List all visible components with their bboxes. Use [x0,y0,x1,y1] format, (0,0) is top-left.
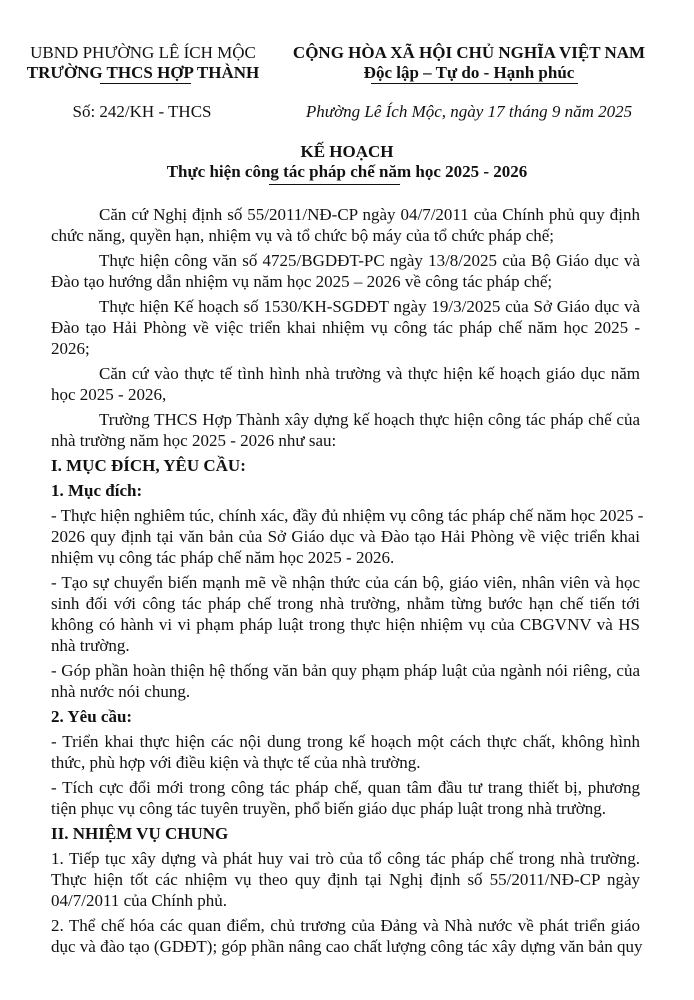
text-line: Thực hiện công văn số 4725/BGDĐT-PC ngày 13/8/2025 của Bộ Giáo dục và [99,251,640,270]
text-line: 1. Tiếp tục xây dựng và phát huy vai trò của tổ công tác pháp chế trong nhà trường. [51,849,640,868]
document-number: Số: 242/KH - THCS [72,102,212,121]
section-heading [51,823,640,844]
subtitle-underline [269,184,400,185]
text-line: 2. Yêu cầu: [51,707,133,726]
text-line: Đào tạo hướng dẫn nhiệm vụ năm học 2025 – 2026 về công tác pháp chế; [51,272,553,291]
text-line: I. MỤC ĐÍCH, YÊU CẦU: [51,456,246,475]
issuing-authority: UBND PHƯỜNG LÊ ÍCH MỘC [30,43,256,62]
text-line: II. NHIỆM VỤ CHUNG [51,824,229,843]
text-line: tiện phục vụ công tác tuyên truyền, phổ biến giáo dục pháp luật trong nhà trường. [51,799,606,818]
paragraph [51,296,640,359]
paragraph [51,731,640,773]
text-line: 2026; [51,339,90,358]
document-body [51,204,644,957]
text-line: Thực hiện tốt các nhiệm vụ theo quy định tại Nghị định số 55/2011/NĐ-CP ngày [51,870,640,889]
text-line: Đào tạo Hải Phòng về việc triển khai nhiệm vụ công tác pháp chế năm học 2025 - [51,318,640,337]
text-line: nhà trường. [51,636,130,655]
national-motto: Độc lập – Tự do - Hạnh phúc [363,63,575,82]
text-line: thức, phù hợp với điều kiện và thực tế của nhà trường. [51,753,421,772]
text-line: - Thực hiện nghiêm túc, chính xác, đầy đủ nhiệm vụ công tác pháp chế năm học 2025 - [51,506,644,525]
text-line: Căn cứ Nghị định số 55/2011/NĐ-CP ngày 04/7/2011 của Chính phủ quy định [99,205,640,224]
paragraph [51,572,640,656]
text-line: chức năng, quyền hạn, nhiệm vụ và tổ chức bộ máy của tổ chức pháp chế; [51,226,555,245]
paragraph [51,505,644,568]
text-line: - Góp phần hoàn thiện hệ thống văn bản quy phạm pháp luật của ngành nói riêng, của [51,661,640,680]
text-line: - Triển khai thực hiện các nội dung trong kế hoạch một cách thực chất, không hình [51,732,640,751]
section-heading [51,706,640,727]
paragraph [51,363,640,405]
paragraph [51,777,640,819]
document-subtitle: Thực hiện công tác pháp chế năm học 2025 - 2026 [166,162,528,181]
text-line: Căn cứ vào thực tế tình hình nhà trường và thực hiện kế hoạch giáo dục năm [99,364,640,383]
paragraph [51,409,640,451]
school-name-underline [100,83,191,84]
paragraph [51,848,640,911]
text-line: không có hành vi vi phạm pháp luật trong thực hiện nhiệm vụ của CBGVNV và HS [51,615,640,634]
text-line: 04/7/2011 của Chính phủ. [51,891,227,910]
paragraph [51,915,643,957]
national-title: CỘNG HÒA XÃ HỘI CHỦ NGHĨA VIỆT NAM [292,43,646,62]
text-line: nhà nước nói chung. [51,682,191,701]
section-heading [51,455,640,476]
text-line: 2026 quy định tại văn bản của Sở Giáo dục và Đào tạo Hải Phòng về việc triển khai [51,527,640,546]
text-line: sinh đối với công tác pháp chế trong nhà trường, nhằm từng bước hạn chế tiến tới [51,594,640,613]
text-line: Thực hiện Kế hoạch số 1530/KH-SGDĐT ngày 19/3/2025 của Sở Giáo dục và [99,297,640,316]
paragraph [51,250,640,292]
text-line: 2. Thể chế hóa các quan điểm, chủ trương của Đảng và Nhà nước về phát triển giáo [51,916,640,935]
place-date: Phường Lê Ích Mộc, ngày 17 tháng 9 năm 2025 [305,102,633,121]
text-line: dục và đào tạo (GDĐT); góp phần nâng cao chất lượng công tác xây dựng văn bản quy [51,937,643,956]
text-line: nhà trường năm học 2025 - 2026 như sau: [51,431,337,450]
paragraph [51,204,640,246]
text-line: - Tích cực đổi mới trong công tác pháp chế, quan tâm đầu tư trang thiết bị, phương [51,778,640,797]
text-line: - Tạo sự chuyển biến mạnh mẽ về nhận thức của cán bộ, giáo viên, nhân viên và học [51,573,640,592]
text-line: học 2025 - 2026, [51,385,167,404]
motto-underline [371,83,578,84]
text-line: 1. Mục đích: [51,481,143,500]
paragraph [51,660,640,702]
section-heading [51,480,640,501]
text-line: Trường THCS Hợp Thành xây dựng kế hoạch thực hiện công tác pháp chế của [99,410,640,429]
text-line: nhiệm vụ công tác pháp chế năm học 2025 - 2026. [51,548,395,567]
school-name: TRƯỜNG THCS HỢP THÀNH [26,63,260,82]
document-title: KẾ HOẠCH [300,142,394,161]
